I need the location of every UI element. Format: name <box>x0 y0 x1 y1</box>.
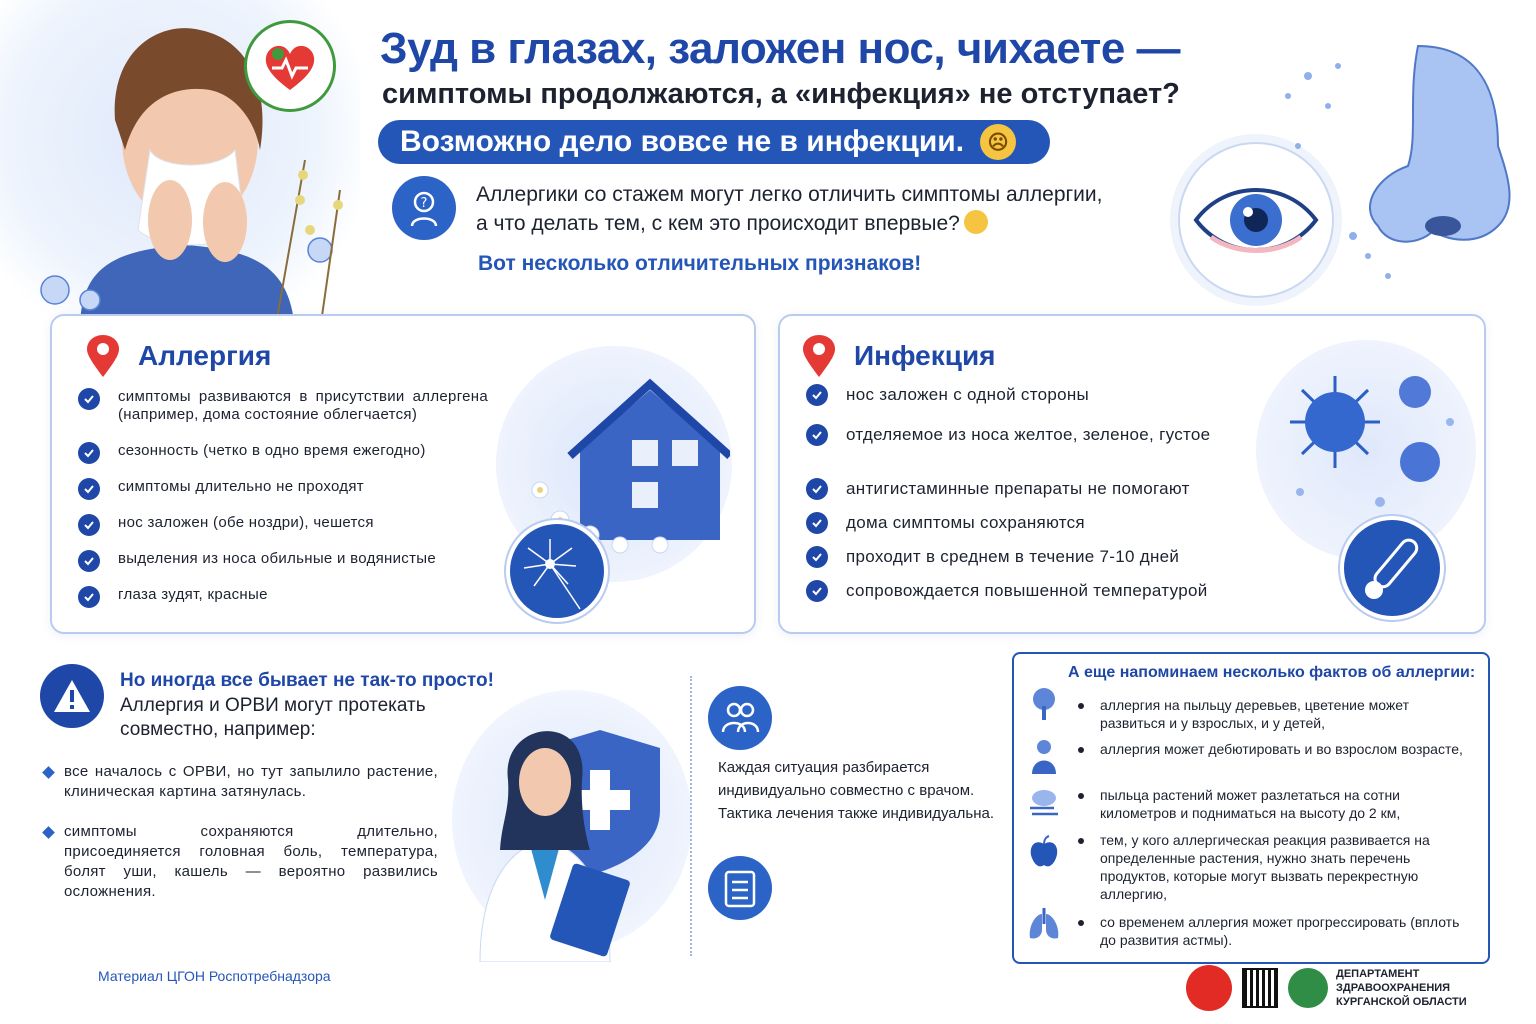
check-icon <box>78 478 100 500</box>
check-icon <box>78 388 100 410</box>
checklist-icon <box>708 856 772 920</box>
bullet-dot <box>1078 747 1084 753</box>
diamond-bullet-icon <box>42 766 55 779</box>
warning-title: Но иногда все бывает не так-то просто! <box>120 670 494 691</box>
list-item <box>78 550 488 572</box>
infection-item: сопровождается повышенной температурой <box>846 581 1208 600</box>
bullet-dot <box>1078 703 1084 709</box>
department-name <box>1336 967 1496 1009</box>
tree-icon <box>1026 686 1062 722</box>
list-item <box>806 424 1276 446</box>
check-icon <box>806 512 828 534</box>
check-icon <box>78 514 100 536</box>
fact-item <box>1078 831 1470 903</box>
fact-text: со временем аллергия может прогрессировать (вплоть до развития астмы). <box>1100 914 1460 948</box>
fact-item <box>1078 696 1470 732</box>
location-pin-icon <box>86 334 120 378</box>
diamond-bullet-icon <box>42 826 55 839</box>
bullet-dot <box>1078 838 1084 844</box>
list-item <box>806 384 1276 406</box>
location-pin-icon <box>802 334 836 378</box>
list-item <box>78 442 488 464</box>
warning-icon <box>40 664 104 728</box>
virus-icon <box>1280 362 1470 522</box>
check-icon <box>806 478 828 500</box>
check-icon <box>806 546 828 568</box>
footer-logos <box>1186 964 1496 1012</box>
fact-item <box>1078 786 1470 822</box>
infection-item: дома симптомы сохраняются <box>846 513 1085 532</box>
fact-item <box>1078 740 1470 758</box>
allergy-item: выделения из носа обильные и водянистые <box>118 550 436 567</box>
doctor-note <box>718 756 1008 825</box>
department-logo <box>1288 968 1328 1008</box>
list-item <box>806 580 1276 602</box>
campaign-logo <box>1186 965 1232 1011</box>
infection-item: отделяемое из носа желтое, зеленое, густое <box>846 425 1211 444</box>
allergy-heading <box>86 334 271 378</box>
doctor-note-line: Каждая ситуация разбирается <box>718 759 930 776</box>
fact-text: тем, у кого аллергическая реакция развивается на определенные растения, нужно знать перечень продуктов, которые могут вызвать перекрестную аллергию, <box>1100 832 1430 902</box>
check-icon <box>806 424 828 446</box>
bullet-dot <box>1078 793 1084 799</box>
people-icon <box>708 686 772 750</box>
allergy-item: глаза зудят, красные <box>118 586 268 603</box>
fact-text: аллергия может дебютировать и во взрослом возрасте, <box>1100 741 1463 757</box>
warning-item: симптомы сохраняются длительно, присоединяется головная боль, температура, болят уши, кашель — вероятно развились осложнения. <box>64 823 438 900</box>
person-icon <box>1026 738 1062 774</box>
infection-item: антигистаминные препараты не помогают <box>846 479 1190 498</box>
infection-item: нос заложен с одной стороны <box>846 385 1090 404</box>
allergy-title: Аллергия <box>138 340 272 371</box>
question-icon <box>392 176 456 240</box>
thinking-face-icon <box>964 210 988 234</box>
doctor-illustration <box>440 700 720 962</box>
banner-text: Возможно дело вовсе не в инфекции. <box>400 125 965 158</box>
fact-item <box>1078 913 1470 949</box>
bullet-dot <box>1078 920 1084 926</box>
sad-face-icon: ☹ <box>980 124 1016 160</box>
list-item <box>806 512 1276 534</box>
wind-icon <box>1026 786 1062 822</box>
allergy-item: симптомы длительно не проходят <box>118 478 364 495</box>
list-item <box>44 822 438 902</box>
list-item <box>806 478 1276 500</box>
fact-text: пыльца растений может разлетаться на сотни километров и подниматься на высоту до 2 км, <box>1100 787 1401 821</box>
check-icon <box>78 586 100 608</box>
doctor-note-line: Тактика лечения также индивидуальна. <box>718 805 994 822</box>
qr-code[interactable] <box>1242 968 1278 1008</box>
list-item <box>78 514 488 536</box>
health-logo <box>244 20 336 112</box>
list-item <box>78 478 488 500</box>
signs-heading: Вот несколько отличительных признаков! <box>478 252 922 275</box>
allergy-item: сезонность (четко в одно время ежегодно) <box>118 442 426 459</box>
lungs-icon <box>1026 906 1062 942</box>
check-icon <box>78 442 100 464</box>
list-item <box>806 546 1276 568</box>
list-item <box>78 586 488 608</box>
warning-body: Аллергия и ОРВИ могут протекать совместно, например: <box>120 695 426 740</box>
page-subtitle: симптомы продолжаются, а «инфекция» не отступает? <box>382 78 1180 110</box>
divider <box>690 676 692 956</box>
nose-icon <box>1268 36 1528 286</box>
intro-text <box>476 180 1176 238</box>
thermometer-icon <box>1340 516 1444 620</box>
check-icon <box>78 550 100 572</box>
department-line: ДЕПАРТАМЕНТ ЗДРАВООХРАНЕНИЯ <box>1336 968 1451 994</box>
check-icon <box>806 580 828 602</box>
facts-title: А еще напоминаем несколько фактов об аллергии: <box>1068 664 1476 681</box>
apple-icon <box>1026 834 1062 870</box>
infection-heading <box>802 334 996 378</box>
intro-line-2: а что делать тем, с кем это происходит впервые? <box>476 212 960 235</box>
warning-item: все началось с ОРВИ, но тут запылило растение, клиническая картина затянулась. <box>64 763 438 800</box>
allergy-item: нос заложен (обе ноздри), чешется <box>118 514 374 531</box>
page-title: Зуд в глазах, заложен нос, чихаете — <box>380 24 1181 73</box>
banner-pill <box>378 120 1050 164</box>
infection-item: проходит в среднем в течение 7-10 дней <box>846 547 1180 566</box>
heart-logo-icon <box>258 34 322 98</box>
source-credit: Материал ЦГОН Роспотребнадзора <box>98 968 331 984</box>
check-icon <box>806 384 828 406</box>
dandelion-icon <box>506 520 608 622</box>
fact-text: аллергия на пыльцу деревьев, цветение может развиться и у взрослых, и у детей, <box>1100 697 1410 731</box>
department-line: КУРГАНСКОЙ ОБЛАСТИ <box>1336 996 1467 1008</box>
allergy-item: симптомы развиваются в присутствии аллергена (например, дома состояние облегчается) <box>118 388 488 423</box>
list-item <box>44 762 438 802</box>
intro-line-1: Аллергики со стажем могут легко отличить симптомы аллергии, <box>476 183 1103 206</box>
svg-text:?: ? <box>420 196 428 211</box>
list-item <box>78 388 488 424</box>
infection-title: Инфекция <box>854 340 996 371</box>
doctor-note-line: индивидуально совместно с врачом. <box>718 782 975 799</box>
